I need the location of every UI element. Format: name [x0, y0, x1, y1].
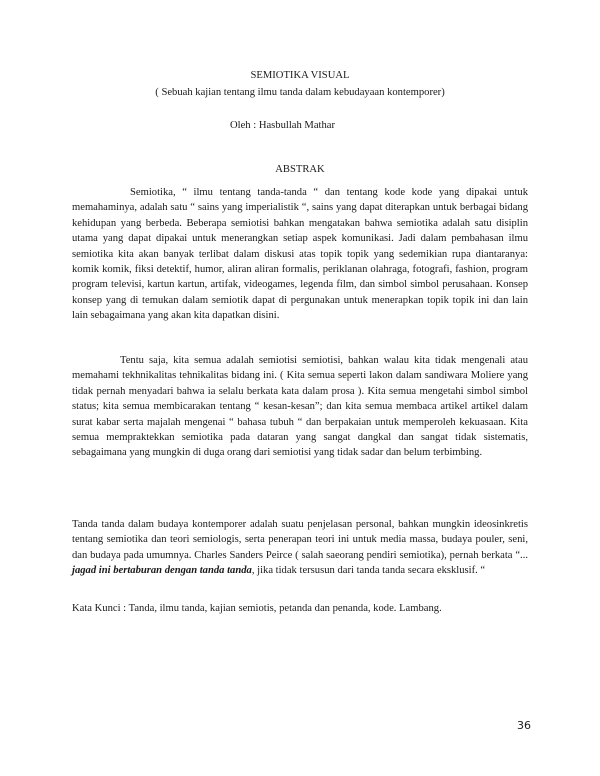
abstract-paragraph-2: Tentu saja, kita semua adalah semiotisi semiotisi, bahkan walau kita tidak mengenali atau memahami tekhnikalitas tehnikalitas bidang ini. ( Kita semua seperti lakon dalam sandiwara Moliere yang tidak pernah menyadari bahwa ia selalu berkata kata dalam prosa ). Kita semua mengetahi simbol simbol status; kita semua membicarakan tentang “ kesan-kesan”; dan kita semua membaca artikel artikel dalam surat kabar serta majalah mengenai “ bahasa tubuh “ dan berpakaian untuk memperoleh kekuasaan. Kita semua mempraktekkan semiotika pada dataran yang sangat dangkal dan sangat tidak sistematis, sebagaimana yang mungkin di duga orang dari semiotisi yang tidak sadar dan belum terbimbing.	[72, 355, 528, 459]
document-subtitle: ( Sebuah kajian tentang ilmu tanda dalam kebudayaan kontemporer)	[155, 87, 445, 98]
abstract-paragraph-1: Semiotika, “ ilmu tentang tanda-tanda “ dan tentang kode kode yang dipakai untuk memahaminya, adalah satu “ sains yang imperialistik “, sains yang dapat diterapkan untuk berbagai bidang kehidupan yang berbeda. Beberapa semiotisi bahkan mengatakan bahwa semiotika adalah satu disiplin utama yang dapat dipakai untuk menerangkan setiap aspek komunikasi. Jadi dalam pembahasan ilmu semiotika kita akan banyak terlibat dalam diskusi atas topik topik yang sedemikian rupa diantaranya: komik komik, fiksi detektif, humor, aliran aliran formalis, periklanan olahraga, fotografi, fashion, program program televisi, kartun kartun, artifak, videogames, legenda film, dan simbol simbol perusahaan. Konsep konsep yang di temukan dalam semiotik dapat di pergunakan untuk menerapkan topik topik ini dan lain lain sebagaimana yang akan kita dapatkan disini.	[72, 187, 528, 322]
paragraph-3-text-end: , jika tidak tersusun dari tanda tanda secara eksklusif. “	[251, 565, 486, 577]
author-line: Oleh : Hasbullah Mathar	[230, 120, 336, 131]
abstract-heading: ABSTRAK	[275, 164, 325, 175]
keywords-line: Kata Kunci : Tanda, ilmu tanda, kajian semiotis, petanda dan penanda, kode. Lambang.	[72, 603, 442, 614]
abstract-paragraph-3	[72, 517, 528, 579]
page-number: 36	[517, 719, 531, 732]
peirce-quote-emphasis: jagad ini bertaburan dengan tanda tanda	[72, 565, 252, 577]
document-title: SEMIOTIKA VISUAL	[250, 70, 350, 81]
paragraph-3-text-start: Tanda tanda dalam budaya kontemporer adalah suatu penjelasan personal, bahkan mungkin ideosinkretis tentang semiotika dan teori semiologis, serta penerapan teori ini untuk media massa, budaya pouler, seni, dan budaya pada umumnya. Charles Sanders Peirce ( salah saeorang pendiri semiotika), pernah berkata “...	[72, 519, 528, 561]
